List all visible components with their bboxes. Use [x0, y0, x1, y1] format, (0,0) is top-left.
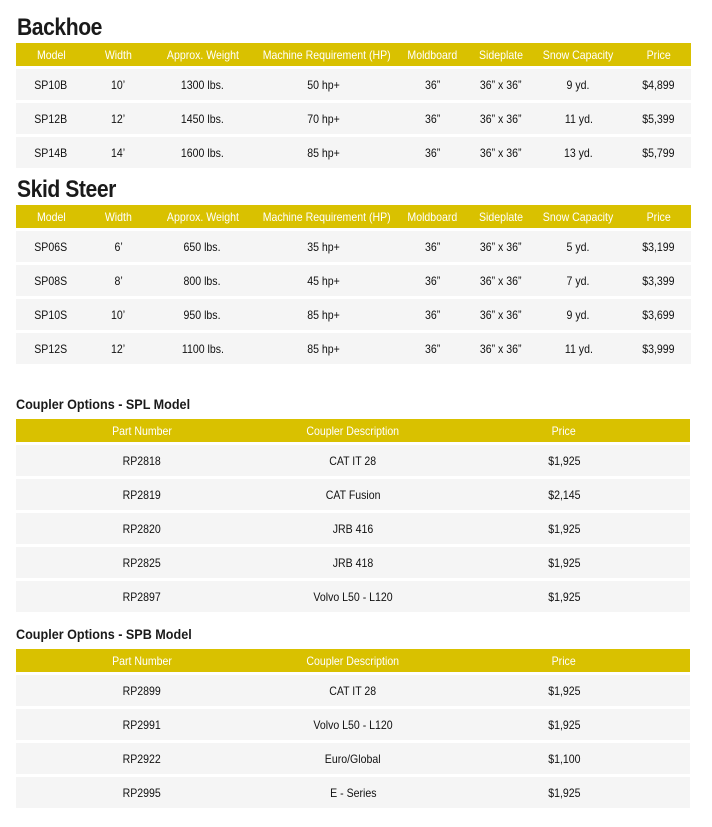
- table-cell: [86, 265, 151, 296]
- table-cell: [471, 333, 531, 364]
- table-cell: [16, 777, 268, 808]
- table-cell: [471, 69, 531, 100]
- column-header-label: Model: [36, 47, 66, 62]
- coupler-spl-table: [16, 416, 690, 615]
- table-cell: [626, 333, 691, 364]
- column-header-label: Snow Capacity: [543, 47, 614, 62]
- table-cell: [471, 103, 531, 134]
- column-header-label: Coupler Description: [306, 653, 400, 668]
- table-cell: [531, 137, 626, 168]
- table-cell: [151, 265, 254, 296]
- table-cell: [254, 299, 394, 330]
- column-header-label: Sideplate: [478, 47, 524, 62]
- column-header: [268, 419, 438, 442]
- column-header: [16, 43, 86, 66]
- table-cell: [16, 265, 86, 296]
- cell-value: 10’: [111, 77, 126, 92]
- table-cell: [16, 581, 268, 612]
- cell-value: SP14B: [34, 145, 68, 160]
- table-cell: [531, 265, 626, 296]
- cell-value: 12’: [111, 341, 126, 356]
- cell-value: 11 yd.: [564, 341, 593, 356]
- cell-value: $2,145: [547, 487, 581, 502]
- cell-value: 35 hp+: [307, 239, 341, 254]
- column-header: [394, 205, 471, 228]
- cell-value: $1,925: [547, 717, 581, 732]
- table-cell: [151, 333, 254, 364]
- cell-value: 36” x 36”: [480, 341, 522, 356]
- table-cell: [16, 299, 86, 330]
- table-row: [16, 547, 690, 578]
- cell-value: RP2820: [122, 521, 162, 536]
- column-header: [626, 205, 691, 228]
- table-cell: [394, 299, 471, 330]
- cell-value: 85 hp+: [307, 307, 341, 322]
- cell-value: 14’: [111, 145, 126, 160]
- table-cell: [16, 479, 268, 510]
- cell-value: Euro/Global: [325, 751, 381, 766]
- cell-value: $1,925: [547, 683, 581, 698]
- cell-value: RP2991: [122, 717, 162, 732]
- table-cell: [531, 333, 626, 364]
- table-row: [16, 299, 691, 330]
- column-header: [394, 43, 471, 66]
- table-cell: [16, 445, 268, 476]
- header-row: [16, 649, 690, 672]
- table-cell: [268, 513, 438, 544]
- table-cell: [268, 675, 438, 706]
- cell-value: $1,925: [547, 555, 581, 570]
- table-cell: [626, 103, 691, 134]
- column-header: [438, 419, 690, 442]
- cell-value: JRB 418: [332, 555, 374, 570]
- cell-value: RP2825: [122, 555, 162, 570]
- table-cell: [394, 265, 471, 296]
- cell-value: 9 yd.: [567, 77, 590, 92]
- table-cell: [471, 231, 531, 262]
- column-header-label: Snow Capacity: [543, 209, 614, 224]
- column-header-label: Moldboard: [407, 209, 458, 224]
- table-cell: [531, 231, 626, 262]
- cell-value: CAT IT 28: [329, 453, 377, 468]
- header-row: [16, 205, 691, 228]
- table-cell: [254, 69, 394, 100]
- table-cell: [268, 547, 438, 578]
- table-row: [16, 265, 691, 296]
- table-cell: [471, 265, 531, 296]
- column-header-label: Price: [646, 209, 671, 224]
- cell-value: RP2922: [122, 751, 162, 766]
- table-cell: [16, 69, 86, 100]
- table-cell: [626, 231, 691, 262]
- table-cell: [438, 777, 690, 808]
- table-cell: [268, 445, 438, 476]
- column-header: [531, 205, 626, 228]
- table-cell: [531, 69, 626, 100]
- column-header-label: Width: [104, 47, 133, 62]
- table-row: [16, 137, 691, 168]
- table-cell: [438, 709, 690, 740]
- cell-value: 85 hp+: [307, 145, 341, 160]
- table-cell: [151, 69, 254, 100]
- skid-steer-table: [16, 202, 691, 367]
- cell-value: 36” x 36”: [480, 111, 522, 126]
- cell-value: RP2897: [122, 589, 162, 604]
- cell-value: 36”: [424, 273, 441, 288]
- table-cell: [438, 445, 690, 476]
- cell-value: 11 yd.: [564, 111, 593, 126]
- cell-value: $1,100: [547, 751, 581, 766]
- column-header: [151, 205, 254, 228]
- table-cell: [254, 333, 394, 364]
- cell-value: RP2819: [122, 487, 162, 502]
- table-cell: [438, 479, 690, 510]
- table-cell: [438, 513, 690, 544]
- cell-value: 45 hp+: [307, 273, 341, 288]
- table-cell: [626, 137, 691, 168]
- cell-value: SP10B: [34, 77, 68, 92]
- cell-value: 9 yd.: [567, 307, 590, 322]
- cell-value: $1,925: [547, 589, 581, 604]
- table-cell: [394, 69, 471, 100]
- table-row: [16, 231, 691, 262]
- column-header-label: Price: [646, 47, 671, 62]
- cell-value: 36” x 36”: [480, 273, 522, 288]
- cell-value: RP2995: [122, 785, 162, 800]
- column-header: [16, 649, 268, 672]
- table-cell: [86, 69, 151, 100]
- column-header: [471, 43, 531, 66]
- table-cell: [86, 333, 151, 364]
- table-row: [16, 709, 690, 740]
- cell-value: 800 lbs.: [184, 273, 221, 288]
- column-header: [151, 43, 254, 66]
- cell-value: $3,999: [642, 341, 675, 356]
- table-cell: [16, 231, 86, 262]
- table-row: [16, 581, 690, 612]
- cell-value: 36”: [424, 239, 441, 254]
- cell-value: 36”: [424, 145, 441, 160]
- cell-value: E - Series: [329, 785, 377, 800]
- table-row: [16, 103, 691, 134]
- cell-value: 650 lbs.: [184, 239, 221, 254]
- column-header: [16, 205, 86, 228]
- cell-value: $4,899: [642, 77, 675, 92]
- cell-value: 1100 lbs.: [181, 341, 224, 356]
- cell-value: CAT Fusion: [325, 487, 381, 502]
- cell-value: 10’: [111, 307, 126, 322]
- table-row: [16, 479, 690, 510]
- column-header: [471, 205, 531, 228]
- cell-value: SP08S: [34, 273, 68, 288]
- column-header-label: Part Number: [112, 423, 172, 438]
- table-row: [16, 513, 690, 544]
- table-cell: [531, 103, 626, 134]
- table-cell: [16, 675, 268, 706]
- column-header: [626, 43, 691, 66]
- cell-value: 36” x 36”: [480, 77, 522, 92]
- backhoe-table: [16, 40, 691, 171]
- table-cell: [438, 581, 690, 612]
- cell-value: 950 lbs.: [184, 307, 221, 322]
- table-row: [16, 445, 690, 476]
- table-cell: [438, 547, 690, 578]
- cell-value: SP10S: [34, 307, 68, 322]
- cell-value: $3,199: [642, 239, 675, 254]
- cell-value: $3,399: [642, 273, 675, 288]
- table-cell: [254, 265, 394, 296]
- column-header-label: Model: [36, 209, 66, 224]
- column-header-label: Sideplate: [478, 209, 524, 224]
- table-cell: [438, 675, 690, 706]
- cell-value: 7 yd.: [567, 273, 590, 288]
- table-cell: [16, 743, 268, 774]
- cell-value: 70 hp+: [307, 111, 341, 126]
- table-cell: [16, 547, 268, 578]
- table-cell: [626, 265, 691, 296]
- cell-value: 50 hp+: [307, 77, 341, 92]
- cell-value: 5 yd.: [567, 239, 590, 254]
- skid-steer-title: Skid Steer: [17, 176, 116, 203]
- table-cell: [268, 777, 438, 808]
- cell-value: $1,925: [547, 453, 581, 468]
- column-header-label: Approx. Weight: [166, 47, 239, 62]
- cell-value: Volvo L50 - L120: [313, 717, 393, 732]
- cell-value: 36”: [424, 341, 441, 356]
- cell-value: 13 yd.: [564, 145, 593, 160]
- cell-value: SP06S: [34, 239, 68, 254]
- cell-value: CAT IT 28: [329, 683, 377, 698]
- table-cell: [471, 299, 531, 330]
- table-cell: [151, 231, 254, 262]
- table-cell: [254, 231, 394, 262]
- coupler-spb-title: Coupler Options - SPB Model: [16, 626, 192, 642]
- table-cell: [471, 137, 531, 168]
- cell-value: RP2818: [122, 453, 162, 468]
- column-header-label: Moldboard: [407, 47, 458, 62]
- cell-value: 36” x 36”: [480, 145, 522, 160]
- cell-value: $1,925: [547, 521, 581, 536]
- cell-value: 1600 lbs.: [181, 145, 224, 160]
- column-header-label: Machine Requirement (HP): [262, 209, 391, 224]
- table-row: [16, 743, 690, 774]
- cell-value: JRB 416: [332, 521, 374, 536]
- cell-value: $1,925: [547, 785, 581, 800]
- coupler-spb-table: [16, 646, 690, 811]
- table-cell: [254, 137, 394, 168]
- table-cell: [531, 299, 626, 330]
- cell-value: 1300 lbs.: [181, 77, 224, 92]
- table-row: [16, 333, 691, 364]
- column-header: [86, 205, 151, 228]
- column-header-label: Machine Requirement (HP): [262, 47, 391, 62]
- table-cell: [16, 709, 268, 740]
- table-cell: [151, 299, 254, 330]
- table-cell: [16, 103, 86, 134]
- cell-value: 1450 lbs.: [181, 111, 224, 126]
- table-cell: [86, 299, 151, 330]
- cell-value: RP2899: [122, 683, 162, 698]
- column-header: [438, 649, 690, 672]
- column-header-label: Approx. Weight: [166, 209, 239, 224]
- cell-value: 6’: [114, 239, 123, 254]
- cell-value: 36”: [424, 77, 441, 92]
- header-row: [16, 43, 691, 66]
- table-cell: [16, 513, 268, 544]
- table-cell: [16, 137, 86, 168]
- cell-value: $5,399: [642, 111, 675, 126]
- table-cell: [268, 743, 438, 774]
- cell-value: SP12S: [34, 341, 68, 356]
- column-header: [531, 43, 626, 66]
- table-cell: [151, 137, 254, 168]
- table-cell: [438, 743, 690, 774]
- column-header: [254, 205, 394, 228]
- column-header-label: Width: [104, 209, 133, 224]
- column-header-label: Price: [551, 423, 577, 438]
- table-cell: [16, 333, 86, 364]
- column-header-label: Coupler Description: [306, 423, 400, 438]
- table-cell: [268, 709, 438, 740]
- cell-value: $3,699: [642, 307, 675, 322]
- table-cell: [86, 137, 151, 168]
- cell-value: 36”: [424, 111, 441, 126]
- table-cell: [268, 581, 438, 612]
- table-row: [16, 675, 690, 706]
- header-row: [16, 419, 690, 442]
- table-cell: [394, 137, 471, 168]
- cell-value: $5,799: [642, 145, 675, 160]
- cell-value: Volvo L50 - L120: [313, 589, 393, 604]
- cell-value: 36”: [424, 307, 441, 322]
- table-cell: [394, 103, 471, 134]
- cell-value: SP12B: [34, 111, 68, 126]
- table-cell: [151, 103, 254, 134]
- table-cell: [268, 479, 438, 510]
- backhoe-title: Backhoe: [17, 14, 102, 41]
- cell-value: 85 hp+: [307, 341, 341, 356]
- cell-value: 36” x 36”: [480, 307, 522, 322]
- cell-value: 36” x 36”: [480, 239, 522, 254]
- column-header-label: Part Number: [112, 653, 172, 668]
- column-header: [16, 419, 268, 442]
- column-header: [254, 43, 394, 66]
- table-row: [16, 777, 690, 808]
- table-cell: [394, 333, 471, 364]
- table-cell: [626, 299, 691, 330]
- table-cell: [86, 103, 151, 134]
- cell-value: 8’: [114, 273, 123, 288]
- column-header: [86, 43, 151, 66]
- column-header: [268, 649, 438, 672]
- coupler-spl-title: Coupler Options - SPL Model: [16, 396, 191, 412]
- table-cell: [626, 69, 691, 100]
- table-cell: [254, 103, 394, 134]
- table-cell: [394, 231, 471, 262]
- table-row: [16, 69, 691, 100]
- cell-value: 12’: [111, 111, 126, 126]
- table-cell: [86, 231, 151, 262]
- column-header-label: Price: [551, 653, 577, 668]
